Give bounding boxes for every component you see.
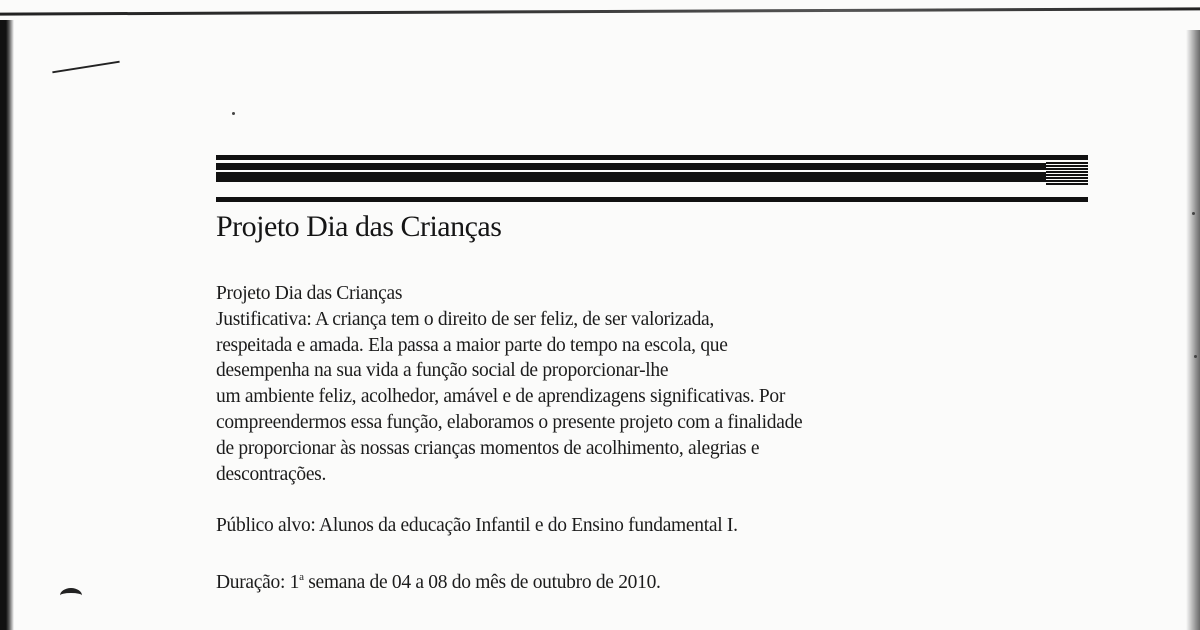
header-rule	[216, 197, 1088, 202]
scan-ink-blot	[60, 588, 82, 603]
scan-border-left	[0, 20, 14, 630]
justificativa-line: um ambiente feliz, acolhedor, amável e de aprendizagens significativas. Por	[216, 386, 786, 408]
duracao-suffix: semana de 04 a 08 do mês de outubro de 2010.	[303, 572, 661, 594]
justificativa-line: descontrações.	[216, 463, 327, 485]
paragraph-gap	[216, 487, 1016, 513]
header-rule-bars	[216, 155, 1088, 205]
justificativa-line: respeitada e amada. Ela passa a maior parte do tempo na escola, que	[216, 334, 728, 356]
justificativa-line: desempenha na sua vida a função social de proporcionar-lhe	[216, 360, 669, 382]
scan-speck	[1192, 212, 1195, 215]
scan-border-right	[1186, 30, 1200, 630]
header-rule	[216, 172, 1088, 182]
justificativa-line: de proporcionar às nossas crianças momentos de acolhimento, alegrias e	[216, 437, 760, 459]
paragraph-gap	[216, 539, 1016, 565]
duracao-prefix: Duração: 1	[216, 572, 300, 594]
scan-pen-mark	[52, 61, 119, 74]
document-subtitle: Projeto Dia das Crianças	[216, 283, 403, 304]
header-rule-fade	[1046, 161, 1088, 185]
document-body	[216, 281, 1016, 596]
justificativa-line: compreendermos essa função, elaboramos o presente projeto com a finalidade	[216, 411, 803, 433]
document-title: Projeto Dia das Crianças	[216, 210, 502, 243]
header-rule	[216, 155, 1088, 160]
duracao	[216, 565, 1016, 596]
duracao-ordinal: a	[299, 571, 304, 584]
scan-border-top	[0, 7, 1200, 15]
publico-alvo: Público alvo: Alunos da educação Infantil e do Ensino fundamental I.	[216, 515, 738, 537]
header-rule	[216, 163, 1088, 170]
scan-speck	[1194, 355, 1197, 358]
scan-speck	[232, 112, 235, 115]
justificativa-line: Justificativa: A criança tem o direito de ser feliz, de ser valorizada,	[216, 308, 714, 330]
